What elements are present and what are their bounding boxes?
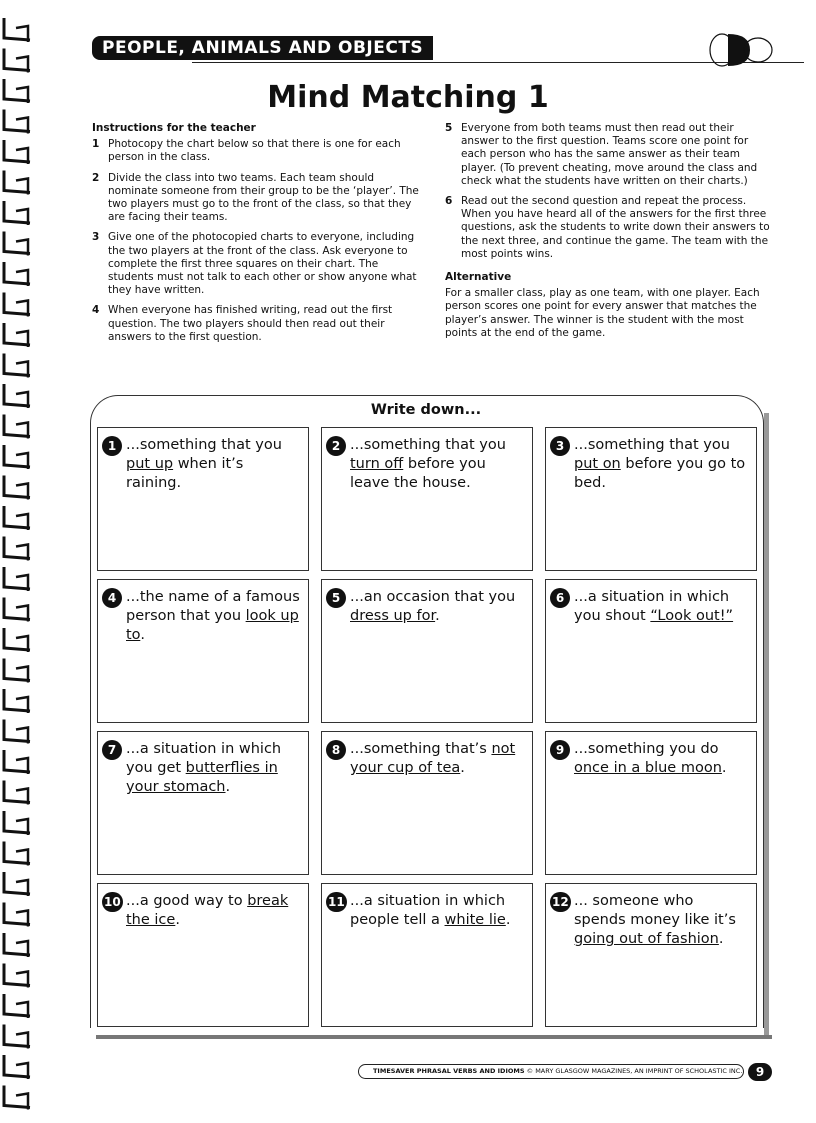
chart-cell-3[interactable] <box>545 427 757 571</box>
prompt-text: . <box>718 931 724 947</box>
step-text: Give one of the photocopied charts to everyone, including the two players at the front of the class. Ask everyone to complete the first three squares on their chart. The students must not talk to each other or show anyone what they have written. <box>108 231 417 297</box>
chart-title: Write down... <box>370 402 482 418</box>
cell-prompt <box>574 436 749 493</box>
phrasal-verb: white lie <box>444 912 506 928</box>
step-text: Read out the second question and repeat the process. When you have heard all of the answers for the first three questions, ask the students to write down their answers to the next three, and continue the game. The team with the most points wins. <box>461 195 770 260</box>
phrasal-verb: put on <box>574 456 621 472</box>
prompt-text: ...a situation in which you get <box>126 741 282 776</box>
prompt-text: . <box>435 608 440 624</box>
prompt-text: before you leave the house. <box>350 456 486 491</box>
step-text: Everyone from both teams must then read out their answer to the first question. Teams score one point for each person who has the same answer as their team player. (To prevent cheating, move around the class and check what the students have written on their charts.) <box>461 122 758 187</box>
step-number: 6 <box>445 195 453 208</box>
chart-shadow <box>764 413 769 1037</box>
chart-cell-8[interactable] <box>321 731 533 875</box>
chart-cell-11[interactable] <box>321 883 533 1027</box>
prompt-text: ... someone who spends money like it’s <box>574 893 736 928</box>
step-text: When everyone has finished writing, read out the first question. The two players should then read out their answers to the first question. <box>108 304 393 343</box>
prompt-text: ...the name of a famous person that you <box>126 589 300 624</box>
instruction-step <box>92 231 422 297</box>
cell-prompt <box>574 892 749 949</box>
prompt-text: . <box>505 912 511 928</box>
cell-number-badge: 5 <box>326 588 346 608</box>
prompt-text: ...a good way to <box>126 893 248 909</box>
prompt-text: ...something that you <box>574 437 730 453</box>
prompt-text: . <box>460 760 465 776</box>
prompt-text: ...an occasion that you <box>350 589 516 605</box>
chart-cell-10[interactable] <box>97 883 309 1027</box>
cell-number-badge: 11 <box>326 892 347 912</box>
cell-number-badge: 3 <box>550 436 570 456</box>
cell-number-badge: 1 <box>102 436 122 456</box>
phrasal-verb: “Look out!” <box>650 608 734 624</box>
chart-cell-5[interactable] <box>321 579 533 723</box>
prompt-text: ...something that’s <box>350 741 492 757</box>
page-header <box>92 36 782 74</box>
copyright-text: © MARY GLASGOW MAGAZINES, AN IMPRINT OF SCHOLASTIC INC. <box>526 1067 743 1075</box>
alternative-text: For a smaller class, play as one team, with one player. Each person scores one point for every answer that matches the player’s answer. The winner is the student with the most points at the end of the game. <box>445 287 760 339</box>
chart-cell-9[interactable] <box>545 731 757 875</box>
instruction-step <box>92 138 422 164</box>
instructions-right-column <box>445 122 773 340</box>
page-number: 9 <box>748 1063 772 1081</box>
cell-prompt <box>350 588 525 626</box>
chart-cell-6[interactable] <box>545 579 757 723</box>
cell-prompt <box>574 588 749 626</box>
instructions-left-column <box>92 122 422 351</box>
cell-number-badge: 10 <box>102 892 123 912</box>
prompt-text: ...a situation in which you shout <box>574 589 730 624</box>
phrasal-verb: put up <box>126 456 174 472</box>
chart-cell-4[interactable] <box>97 579 309 723</box>
phrasal-verb: break the ice <box>126 893 289 928</box>
step-number: 1 <box>92 138 100 151</box>
chart-cell-12[interactable] <box>545 883 757 1027</box>
footer-credit <box>358 1064 744 1079</box>
book-title: TIMESAVER PHRASAL VERBS AND IDIOMS <box>373 1067 525 1075</box>
prompt-text: . <box>140 627 145 643</box>
spiral-binding <box>0 0 40 1123</box>
phrasal-verb: going out of fashion <box>574 931 719 947</box>
cell-prompt <box>126 892 301 930</box>
cell-prompt <box>126 588 301 645</box>
instruction-step <box>445 195 773 261</box>
phrasal-verb: once in a blue moon <box>574 760 722 776</box>
phrasal-verb: not your cup of tea <box>350 741 516 776</box>
chart-cell-1[interactable] <box>97 427 309 571</box>
step-number: 4 <box>92 304 100 317</box>
cell-number-badge: 4 <box>102 588 122 608</box>
instruction-step <box>445 122 773 188</box>
cell-prompt <box>350 740 525 778</box>
prompt-text: when it’s raining. <box>126 456 244 491</box>
step-text: Divide the class into two teams. Each team should nominate someone from their group to be the ‘player’. The two players must go to the front of the class, so that they are facing their teams. <box>108 171 419 224</box>
cell-number-badge: 12 <box>550 892 571 912</box>
cell-prompt <box>350 436 525 493</box>
cell-number-badge: 8 <box>326 740 346 760</box>
chart-shadow <box>96 1035 772 1039</box>
brand-logo-icon <box>706 30 776 70</box>
chart-cell-2[interactable] <box>321 427 533 571</box>
step-number: 2 <box>92 171 100 184</box>
prompt-text: ...a situation in which people tell a <box>350 893 506 928</box>
page-footer <box>358 1063 772 1081</box>
cell-number-badge: 7 <box>102 740 122 760</box>
step-text: Photocopy the chart below so that there is one for each person in the class. <box>108 138 401 164</box>
prompt-text: . <box>225 779 231 795</box>
alternative-heading: Alternative <box>445 271 512 284</box>
cell-number-badge: 2 <box>326 436 346 456</box>
prompt-text: ...something that you <box>126 437 282 453</box>
phrasal-verb: look up to <box>126 608 299 643</box>
prompt-text: ...something you do <box>574 741 719 757</box>
prompt-text: ...something that you <box>350 437 506 453</box>
cell-prompt <box>126 740 301 797</box>
instructions-heading: Instructions for the teacher <box>92 122 256 134</box>
prompt-text: . <box>721 760 727 776</box>
cell-number-badge: 6 <box>550 588 570 608</box>
cell-prompt <box>574 740 749 778</box>
chart-cell-7[interactable] <box>97 731 309 875</box>
phrasal-verb: turn off <box>350 456 404 472</box>
instruction-step <box>92 304 422 344</box>
prompt-text: . <box>175 912 180 928</box>
cell-number-badge: 9 <box>550 740 570 760</box>
prompt-text: before you go to bed. <box>574 456 746 491</box>
step-number: 3 <box>92 231 100 244</box>
phrasal-verb: butterflies in your stomach <box>126 760 278 795</box>
phrasal-verb: dress up for <box>350 608 436 624</box>
write-down-chart <box>90 395 772 1035</box>
section-title: PEOPLE, ANIMALS AND OBJECTS <box>92 36 433 60</box>
cell-prompt <box>350 892 525 930</box>
step-number: 5 <box>445 122 453 134</box>
instruction-step <box>92 172 422 225</box>
page-title: Mind Matching 1 <box>267 80 549 115</box>
cell-prompt <box>126 436 301 493</box>
